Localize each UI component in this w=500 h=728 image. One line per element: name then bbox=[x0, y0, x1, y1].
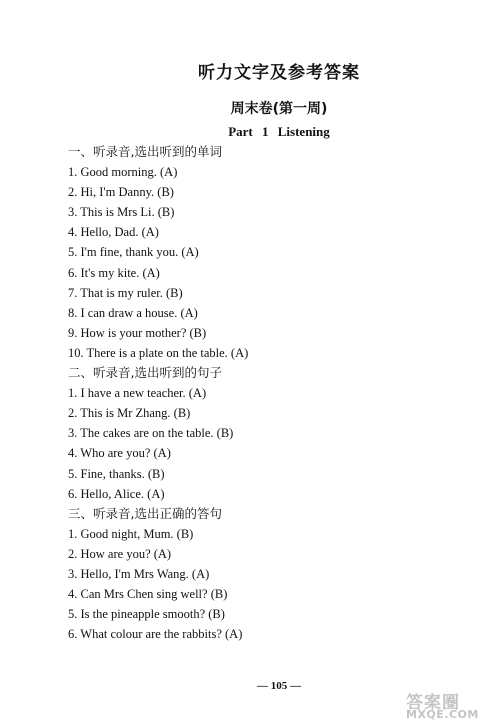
section-heading: 二、听录音,选出听到的句子 bbox=[68, 365, 222, 381]
answer-item: 2. This is Mr Zhang. (B) bbox=[68, 406, 191, 421]
section-heading: 一、听录音,选出听到的单词 bbox=[68, 144, 222, 159]
answer-list bbox=[68, 142, 488, 644]
answer-item: 1. Good morning. (A) bbox=[68, 165, 178, 180]
watermark-text: 答案圈 bbox=[406, 693, 460, 713]
page-number: — 105 — bbox=[257, 680, 301, 692]
section-title: 周末卷(第一周) bbox=[230, 101, 328, 117]
answer-item: 7. That is my ruler. (B) bbox=[68, 285, 183, 300]
page-title: 听力文字及参考答案 bbox=[198, 63, 360, 83]
answer-item: 3. This is Mrs Li. (B) bbox=[68, 205, 175, 220]
answer-item: 3. Hello, I'm Mrs Wang. (A) bbox=[68, 566, 210, 581]
answer-item: 5. Is the pineapple smooth? (B) bbox=[68, 607, 225, 622]
answer-item: 8. I can draw a house. (A) bbox=[68, 305, 198, 320]
answer-item: 6. Hello, Alice. (A) bbox=[68, 486, 165, 501]
answer-item: 5. Fine, thanks. (B) bbox=[68, 466, 165, 481]
answer-item: 2. Hi, I'm Danny. (B) bbox=[68, 185, 174, 200]
part-title: Part 1 Listening bbox=[228, 124, 330, 139]
answer-item: 1. Good night, Mum. (B) bbox=[68, 526, 194, 541]
answer-item: 10. There is a plate on the table. (A) bbox=[68, 345, 249, 360]
answer-item: 4. Can Mrs Chen sing well? (B) bbox=[68, 587, 228, 602]
watermark-url: MXQE.COM bbox=[406, 708, 479, 721]
answer-item: 4. Who are you? (A) bbox=[68, 446, 171, 461]
answer-item: 2. How are you? (A) bbox=[68, 546, 172, 561]
answer-item: 4. Hello, Dad. (A) bbox=[68, 225, 159, 240]
answer-item: 3. The cakes are on the table. (B) bbox=[68, 426, 234, 441]
answer-item: 6. It's my kite. (A) bbox=[68, 265, 160, 280]
answer-item: 5. I'm fine, thank you. (A) bbox=[68, 245, 199, 260]
answer-item: 1. I have a new teacher. (A) bbox=[68, 386, 207, 401]
answer-item: 9. How is your mother? (B) bbox=[68, 325, 207, 340]
watermark-logo bbox=[398, 688, 494, 724]
answer-item: 6. What colour are the rabbits? (A) bbox=[68, 627, 243, 642]
section-heading: 三、听录音,选出正确的答句 bbox=[68, 505, 222, 521]
